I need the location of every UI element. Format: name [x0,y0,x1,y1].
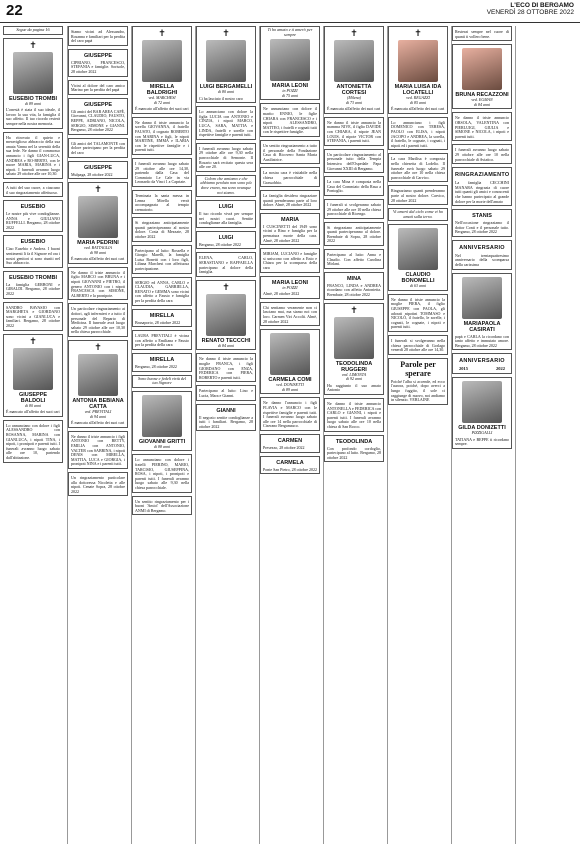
obituary-notice [452,167,512,206]
notice-text: Lo annunciano i figli DOMENICO con TERESA, PAOLO con ELISA, i nipoti JACOPO e ANDREA, la sorella, il fratello, le cognate, i cognati, i nipoti ed i parenti tutti. [391,119,445,148]
name-subtitle: in POZZI [282,88,298,94]
obituary-notice [3,420,63,463]
notice-text: Con profondo cordoglio, partecipano al lutto. Bergamo, 28 ottobre 2022 [327,445,381,460]
deceased-name: ANTONIA BEBIANA CATTA [72,398,124,410]
obituary-notice [452,377,512,449]
cross-icon: ✝ [94,184,102,195]
intro-text: Coloro che amiamo e che abbiamo perduto non sono più dove erano, ma sono ovunque noi siamo. [200,175,252,195]
notice-text: I funerali avranno luogo sabato 29 ottobre alle ore 10 nella parrocchiale di Aviatico. [455,147,509,162]
obituary-notice [324,272,384,300]
notice-text: È mancato all'affetto dei suoi cari [135,106,189,112]
notice-text: Partecipano al lutto: Lino e Lucia, Mara e Gianni. [199,388,253,398]
issue-date: VENERDÌ 28 OTTOBRE 2022 [486,9,574,16]
obituary-notice [132,330,192,350]
age-line: di 84 anni [473,101,491,107]
obituary-notice [196,404,256,432]
obituary-notice [68,98,128,135]
notice-text: Le nostre più vive condoglianze. ANNA e GIULIANO RUFFELLI. Bergamo, 28 ottobre 2022 [6,211,60,230]
name-subtitle: di 88 anni [153,443,171,449]
notice-text: TATIANA e BEPPE ti ricordano sempre. [455,436,509,447]
obituary-notice [452,112,512,141]
column-9 [515,26,576,844]
obituary-notice [388,117,448,151]
deceased-name: GIUSEPPE BALDOLI [18,391,48,404]
obituary-notice [324,149,384,173]
obituary-notice [260,140,320,164]
notice-text: Gli amici del BAR AREA CAFÈ, Giovanni, CLAUDIO, FAUSTO, BEPPE, ADRIANO, NICOLA, SERGIO, SIMONE e GIANNI. Bergamo, 28 ottobre 2022 [71,108,125,133]
newspaper-name: L'ECO DI BERGAMO [510,2,574,9]
obituary-notice [324,398,384,432]
obituary-notice [132,454,192,492]
obituary-notice [260,26,320,100]
notice-text: Chi sentiamo veramente non ci lasciano mai, ma siamo noi con loro. Carmen Viri Accolti. Almè, 28 ottobre 2022 [263,304,317,324]
name-subtitle: di 80 anni [24,402,42,408]
portrait-photo [13,52,53,94]
obituary-notice [196,106,256,140]
obituary-notice [260,190,320,210]
obituary-notice [196,26,256,103]
notice-text: I funerali si svolgeranno nella chiesa parrocchiale di Gorlago venerdì 28 ottobre alle ore 14,30. [391,338,445,353]
name-subtitle: ved. DONISETTI [276,382,304,388]
deceased-name: MIRELLA [149,312,175,319]
obituary-notice [388,185,448,205]
obituary-notice [388,358,448,405]
cross-icon: ✝ [29,335,37,346]
cross-icon: ✝ [222,281,230,292]
intro-text: Sono buone e fedeli virtù del tuo Signore [137,375,187,386]
notice-text: È mancata all'affetto dei suoi cari [391,106,445,112]
notice-text: ELENA, CARLO, SEBASTIANO e RAFFAELLA partecipano al dolore della famiglia. [199,255,253,275]
newspaper-masthead [487,2,574,16]
obituary-notice [68,267,128,301]
obituary-notice [452,44,512,109]
obituary-notice [324,435,384,463]
notice-text: Lo annunciano con dolore i fratelli PIERINO, MARIO, TARCISIO, GIUSEPPINA, ROSA, i nipoti, i pronipoti e parenti tutti. I funerali avranno luogo sabato alle 9,30 nella chiesa parrocchiale. [135,457,189,490]
obituary-notice [68,138,128,158]
obituary-notice [196,353,256,382]
notice-text: La cara Mina è composta nella Casa del Commiato della Rasa a Pontoglio. [327,179,381,194]
deceased-name: STANIS [472,213,492,220]
column-1 [3,26,63,844]
obituary-notice [452,273,512,351]
obituary-notice [196,252,256,276]
deceased-name: EUSEBIO TROMBI [9,95,57,102]
deceased-name: MARIA [280,216,300,223]
notice-text: Ne danno il triste annuncio la moglie FRANCA, i figli GIORDANO con ENZA, FEDERICA con PIERA, ROBERTO e parenti tutti. [199,356,253,380]
notice-text: Partecipano al lutto: Rossella e Giorgio Marelli, la famiglia Luisa Bonetti con i loro figli, Liliana Marchesi con affettuosa partecipazione. [135,247,189,272]
obituary-notice [132,190,192,214]
name-subtitle: ved. PREVITALI [84,409,112,414]
obituary-notice [196,231,256,250]
notice-text: Terminata la santa messa in Lenna Mirella verrà accompagnata al tempio crematorio. [135,192,189,212]
notice-text: Vicini al dolore del caro amico Marino per la perdita del papà [71,82,125,93]
notice-text: Mulpaga, 28 ottobre 2022 [71,171,113,177]
notice-text: Si ringraziano anticipatamente quanti parteciperanno al dolore. Brembate di Sopra, 28 ottobre 2022 [327,224,381,244]
notice-text: Ne annunciano con dolore il marito ENNIO, le figlie CHIARA con FRANCESCO e i nipoti ALESSANDRO, MATTEO, i fratelli e cognati tutti con le rispettive famiglie. [263,106,317,135]
obituary-notice [68,431,128,469]
obituary-notice [452,240,512,270]
cross-icon: ✝ [350,28,358,38]
obituary-notice [324,26,384,114]
notice-text: papà e CARLA la ricordano con tanto affetto e immutato amore. Bergamo, 28 ottobre 2022 [455,333,509,348]
obituary-notice [260,302,320,326]
portrait-photo [398,40,438,82]
notice-text: Bergamo, 28 ottobre 2022 [135,363,177,369]
column-7 [387,26,448,844]
column-6 [323,26,384,844]
obituary-notice [452,353,512,374]
name-subtitle: di 84 anni [217,342,235,348]
notice-text: Ne danno il triste annuncio ORSOLA, VALENTINA con PIERLUIGI, GIULIA e SIMONE e NICOLA, i nipoti e parenti tutti. [455,115,509,139]
notice-text: A tutti del suo cuore, a ciascuno il suo ringraziamento affettuoso. [6,184,60,195]
deceased-name: CARMELA [276,459,304,466]
portrait-photo [142,395,182,437]
portrait-photo [142,40,182,82]
name-subtitle: di 80 anni [217,89,235,94]
obituary-notice [388,294,448,332]
obituary-notice [3,235,63,267]
notice-text: Gli amici del TALAMONTE con dolore partecipano per la perdita del caro [71,140,125,155]
obituary-notice [68,80,128,95]
page-number: 22 [6,2,23,19]
obituary-notice [196,175,256,197]
notice-text: Ringraziamo quanti prenderanno parte al nostro dolore. Carvico, 28 ottobre 2022 [391,188,445,203]
obituary-notice [132,496,192,516]
portrait-photo [13,348,53,390]
notice-text: FRANCO, LINDA e ANDREA ricordano con affetto Antonietta. Brembate, 28 ottobre 2022 [327,282,381,298]
obituary-notice [68,303,128,337]
obituary-notice [260,248,320,272]
notice-text: Un particolare ringraziamento al personale tutto della Tempia Intensiva dell'Ospedale Papa Giovanni XXIII di Bergamo. [327,151,381,171]
name-subtitle: di 63 anni [409,283,427,289]
column-5 [259,26,320,844]
obituary-notice [196,200,256,228]
deceased-name: EUSEBIO TROMBI [9,274,57,281]
column-3 [131,26,192,844]
deceased-name: GILDA DONIZETTI [458,425,506,432]
cross-icon: ✝ [222,28,230,38]
obituary-notice [260,329,320,394]
name-subtitle: di 89 anni [24,100,42,106]
obituary-notice [132,117,192,155]
notice-text: SANDRO BAVASIO con MARGHETA e GIORDANO sono vicini a GIANLUCA e familiari. Bergamo, 28 ottobre 2022 [6,304,60,328]
deceased-name: MIRELLA BALDRIGHI [146,84,178,96]
obituary-notice [260,434,320,453]
age-line: di 98 anni [89,249,107,255]
portrait-photo [334,40,374,82]
deceased-name: TEODOLINDA [335,438,373,445]
obituary-notice [68,161,128,180]
notice-text: Ciao Eusebio e Andrea. I buoni sentimenti li fa il Signore ed ora i nostri genitori si sono riuniti nel Suo abbraccio. [6,246,60,266]
intro-text: Vi amerò dal cielo come vi ho amati sulla terra. [393,209,443,219]
age-line: di 89 anni [281,386,299,392]
notice-text: Presezzo, 28 ottobre 2022 [263,444,305,450]
column-2 [67,26,128,844]
obituary-notice [132,375,192,388]
obituary-notice [132,277,192,306]
cross-icon: ✝ [94,342,102,352]
notice-text: Ne danno il triste annuncio la mamma NIVE, il figlio DAVIDE con CHIARA, il nipote JEAN LOUIS, il nipote VICTOR con STEFANIA, i parenti tutti. [327,119,381,144]
deceased-name: BRUNA RECAZZONI [455,92,509,99]
deceased-name: LUIGI [218,234,234,241]
obituary-notice [68,340,128,428]
notice-text: Si ringraziano anticipatamente quanti parteciperanno al nostro dolore. Costa di Mezzate, 28 ottobre 2022 [135,220,189,240]
portrait-photo [206,294,246,336]
section-heading: ANNIVERSARIO [459,244,505,251]
deceased-name: GIUSEPPE [83,164,113,171]
notice-text: È mancata all'affetto dei suoi cari [71,420,125,426]
notice-text: La famiglia desidera ringraziare quanti prenderanno parte al loro dolore. Almè, 28 ottobre 2022 [263,193,317,208]
column-title: Parole per sperare [400,359,436,378]
name-subtitle: ved. LIMONTA [341,371,367,377]
cross-icon: ✝ [158,28,166,38]
portrait-photo [462,381,502,423]
notice-text: Ci ha lasciato il nostro caro [199,95,243,101]
cross-icon: ✝ [29,39,37,50]
notice-text: È mancata all'affetto dei suoi cari [327,106,381,112]
obituary-notice [132,309,192,328]
obituary-notice [324,222,384,246]
obituary-notice [132,245,192,274]
obituary-notice [452,209,512,237]
obituary-notice [3,26,63,35]
portrait-photo [206,40,246,82]
notice-text: Lo annunciano con dolore la figlia LUCIA con ANTONIO e CINZIA, i nipoti MARCO, LUCA, SARA, MATTIA e LINDA, fratelli e sorelle con rispettive famiglie e parenti tutti. [199,109,253,138]
notice-text: Almè, 28 ottobre 2022 [263,291,300,297]
age-line: di 73 anni [345,99,363,105]
notice-text: Ne danno il triste annuncio la moglie PIERA, il figlio GIUSEPPE con PAOLA, gli adorati nipotini TOMMASO e NICOLÒ, il fratello, le sorelle, i cognati, le cognate, i nipoti e parenti tutti. [391,296,445,330]
notice-text: CIPRIANO, FRANCESCO, STEFANIA e famiglie. Sorisole, 28 ottobre 2022 [71,59,125,74]
anniversary-years [455,367,509,372]
notice-text: Un sentito ringraziamento a tutto il personale della Fondazione Casa di Ricovero Santa Maria Ausiliatrice. [263,142,317,162]
deceased-name: MARIA LEONI [271,279,309,286]
notice-text: Ne danno il triste annuncio ANTONELLA e FEDERICA con CARLO e GIANNI, i nipoti e parenti tutti. I funerali avranno luogo sabato alle ore 10 nella chiesa di San Rocco. [327,401,381,429]
name-subtitle: (Milena) [347,95,361,100]
notice-text: Brusaporto, 28 ottobre 2022 [135,319,181,325]
deceased-name: GIOVANNI GRITTI [138,438,186,445]
age-line: di 72 anni [153,99,171,105]
notice-text: Un particolare ringraziamento ai dottori, agli infermieri e a tutto il personale del Reparto di Medicina. Il funerale avrà luogo sabato 29 ottobre alle ore 10,30 nella chiesa parrocchiale. [71,306,125,335]
obituary-notice [452,144,512,164]
cross-icon: ✝ [414,28,422,38]
notice-text: I funerali si svolgeranno sabato 29 ottobre alle ore 10 nella chiesa parrocchiale di Ricengo. [327,201,381,217]
obituary-notice [132,158,192,187]
notice-text: MIRIAM, LUCIANO e famiglie si uniscono con affetto a Enio e Chiara per la scomparsa della cara [263,251,317,271]
deceased-name: MIRELLA [149,356,175,363]
obituary-notice [324,176,384,196]
obituary-notice [388,335,448,355]
portrait-photo [334,317,374,359]
obituary-notice [196,280,256,351]
deceased-name: MARIA LEONI [271,83,309,90]
deceased-name: CLAUDIO BONOMELLI [401,272,435,285]
obituary-notice [3,334,63,417]
deceased-name: ANTONIETTA CORTESI [336,84,372,96]
notice-text: È mancata all'affetto dei suoi cari [71,256,125,262]
notice-text: Poiché l'alba si accende, ed ecco l'aurora, poiché, dopo averci a lungo fuggito, il sole ci raggiunge di nuovo, noi andiamo in silenzio. VERLAINE [391,378,445,403]
notice-text: Resterai sempre nel cuore di quanti ti vollero bene. [455,29,509,39]
deceased-name: EUSEBIO [20,204,46,211]
section-heading: RINGRAZIAMENTO [455,172,510,179]
notice-text: I CUSCINETTI del 1949 sono vicini a Rino e famiglia per la prematura morte della cara. Almè, 28 ottobre 2022 [263,223,317,243]
notice-text: Nel trentaquattresimo anniversario della scomparsa della carissima [455,252,509,268]
obituary-notice [196,385,256,400]
obituary-notice [3,182,63,197]
deceased-name: RENATO TECCCHI [201,337,251,344]
obituary-notice [68,182,128,264]
intro-text: Ti ho amato e ti amerò per sempre [267,27,313,37]
name-subtitle: ved. BATTAGLIA [84,245,112,251]
name-subtitle: ved. EGMAN [471,97,493,103]
notice-text: Bergamo, 28 ottobre 2022 [199,241,241,247]
name-subtitle: in POZZI [282,284,298,290]
obituary-notice [132,353,192,372]
age-line: di 92 anni [345,376,363,382]
obituary-notice [68,49,128,77]
obituary-notice [260,167,320,187]
obituary-notice [260,213,320,245]
notice-text: Lo annunciano con dolore i figli ALESSANDRO con ROSANNA, MARINA con GIANLUCA, i nipoti TINA, i nipoti, i pronipoti e parenti tutti. I funerali avranno luogo sabato alle ore 10, partendo dall'abitazione. [6,422,60,460]
portrait-photo [78,196,118,238]
portrait-photo [462,48,502,90]
obituary-notice [260,103,320,137]
obituary-notice [452,26,512,41]
notice-text: La nostra cara è visitabile nella chiesa parrocchiale di Grassobbio. [263,170,317,185]
notice-text: Partecipano al lutto: Anna e Claudio. Con affetto Carolina Mirlani. [327,252,381,267]
obituary-notice [324,249,384,269]
obituary-notice [388,208,448,221]
obituary-notice [3,200,63,232]
deceased-name: GIANNI [216,407,236,414]
notice-text: Ponte San Pietro, 28 ottobre 2022 [263,466,317,472]
obituary-notice [260,276,320,299]
notice-text: Ne danno il triste annuncio la sorella GIOVANNA, il fratello FAUSTO, il cognato ROBERTO con MARINA e figli, le nipoti MARTINE, EMMA e ILARIA con le rispettive famiglie e i parenti tutti. [135,119,189,153]
notice-text: Siamo vicini ad Alessandro, Rosanna e familiari per la perdita del caro papà [71,29,125,44]
obituary-notice [260,456,320,475]
deceased-name: LUIGI [218,204,234,211]
obituary-notice [388,224,448,291]
obituary-notice [3,38,63,129]
notice-text: La cara Marilisa è composta nella chiesetta di Lodelio. Il funerale avrà luogo sabato 29 ottobre alle ore 10 nella chiesa parrocchiale di Carvico. [391,156,445,180]
obituary-notice [260,397,320,431]
deceased-name: MINA [346,275,362,282]
notice-text: LAURA PREVITALI è vicina con affetto a Emiliana e Fausto per la perdita della cara [135,333,189,348]
deceased-name: MARIAPAOLA CASIRATI [463,320,501,333]
deceased-name: TEODOLINDA RUGGERI [335,360,373,373]
notice-text: Il tuo ricordo vivrà per sempre nei nostri cuori. Sentite condoglianze alla famiglia. [199,211,253,226]
column-4 [195,26,256,844]
notice-text: La famiglia GERBONI e GIRALDI. Bergamo, 28 ottobre 2022 [6,281,60,297]
deceased-name: CARMEN [277,437,303,444]
notice-text: L'onestà è stata il suo ideale, il lavoro la sua vita, la famiglia il suo affetto. Il tuo ricordo resterà sempre nella nostra memoria. [6,107,60,126]
column-8 [451,26,512,844]
deceased-name: EUSEBIO [20,239,46,246]
section-heading: ANNIVERSARIO [459,358,505,365]
obituary-notice [3,132,63,179]
obituary-notice [388,153,448,182]
obituary-notice [132,391,192,452]
name-subtitle: ved. MARCHESI [148,95,176,100]
obituary-notice [3,271,63,299]
notice-text: È mancato all'affetto dei suoi cari [6,409,60,415]
deceased-name: GIUSEPPE [83,101,113,108]
notice-text: Ne danno l'annuncio i figli FLAVIA e MARCO con le rispettive famiglie e parenti tutti. I funerali avranno luogo sabato alle ore 14 nella parrocchiale di Ciserano Bergamasco. [263,400,317,429]
notice-text: Ha ritrovato il quieto e meraviglioso abbraccio della sua amata Vanna nel la serenità della sua fede. Ne danno il commosso annuncio i figli GIAN-LUCA, ANDREA e RO-BERTO, con le nuore MARIA, MARINA e i nipoti. I funerali avranno luogo sabato 29 ottobre alle ore 10,30. [6,134,60,177]
portrait-photo [462,277,502,319]
notice-text: SERGIO ed ANNA, CARLO e CLAUDIA, GABRIELLA, RENATO e GEMMA sono vicini con affetto a Fausto e famiglia per la perdita della cara [135,279,189,303]
notice-text: Ne danno il triste annuncio i figli ANTONIO con BETTY, EMILIA con ANTONIO, VALTER con SABRINA, i nipoti DENIS con MIRELLA, MATTIA, LUCA e GIORGIA, i pronipoti NINA e i parenti tutti. [71,433,125,467]
obituary-notice [324,303,384,395]
year-label: 2015 [459,366,468,372]
portrait-photo [270,39,310,81]
age-line: di 85 anni [409,99,427,105]
obituary-notice [68,472,128,496]
page-header [0,0,580,23]
notice-text: Ne danno il triste annuncio il figlio MARCO con BRUNA e i nipoti GIOVANNI e PIETRO, il genero ANTONIO con i nipoti FRANCESCA con SIMONE, ALBERTO e la pronipote. [71,269,125,298]
obituary-notice [68,26,128,46]
intro-text: Segue da pagina 16 [16,27,50,32]
notice-text: Un ringraziamento particolare alla dottoressa Nicoletta e alle nipoti. Cenate Sopra, 28 ottobre 2022 [71,474,125,494]
name-subtitle: ved. REGAZZI [406,95,430,100]
obituary-notice [324,117,384,146]
obituary-notice [3,302,63,331]
obituary-notice [196,143,256,172]
cross-icon: ✝ [350,304,358,315]
deceased-name: GIUSEPPE [83,52,113,59]
deceased-name: MARIA LUISA IDA LOCATELLI [394,84,442,96]
deceased-name: LUIGI BERGAMELLI [199,84,253,90]
deceased-name: CARMELA COMI [268,377,312,384]
obituary-notice [132,217,192,241]
portrait-photo [270,333,310,375]
year-label: 2022 [496,366,505,372]
notice-text: I funerali avranno luogo sabato 29 ottobre alle ore 14,30, partendo dalla Casa del Commiato Le Cale in via Leonardo da Vinci 1 a Capriate. [135,160,189,185]
obituary-notice [132,26,192,114]
notice-text: Ha raggiunto il suo amato Antonio [327,382,381,393]
notice-text: La famiglia CECCHINI MANARA ringrazia di cuore tutti quanti gli amici e conoscenti che hanno partecipato al grande dolore per la morte dell'amato [455,180,509,204]
notice-text: Il negozio sentite condoglianze a tutti i familiari. Bergamo, 28 ottobre 2022 [199,414,253,429]
age-line: di 75 anni [281,92,299,98]
notice-text: Nell'occasione ringraziamo il dottor Conti e il personale tutto. Bergamo, 28 ottobre 2022 [455,220,509,235]
portrait-photo [78,354,118,396]
age-line: di 94 anni [89,413,107,419]
portrait-photo [398,228,438,270]
obituary-notice [388,26,448,114]
deceased-name: MARIA PEDRINI [77,240,119,247]
obituary-notice [324,199,384,219]
name-subtitle: PIZZIGALLI [471,430,493,436]
notice-text: Un sentito ringraziamento per i buoni 'Amici' dell'Associazione ANMI di Bergamo. [135,498,189,513]
notice-text: I funerali avranno luogo sabato 29 ottobre alle ore 9,30 nella parrocchiale di Semonte. Il Rosario sarà recitato questa sera alle ore 20. [199,145,253,170]
